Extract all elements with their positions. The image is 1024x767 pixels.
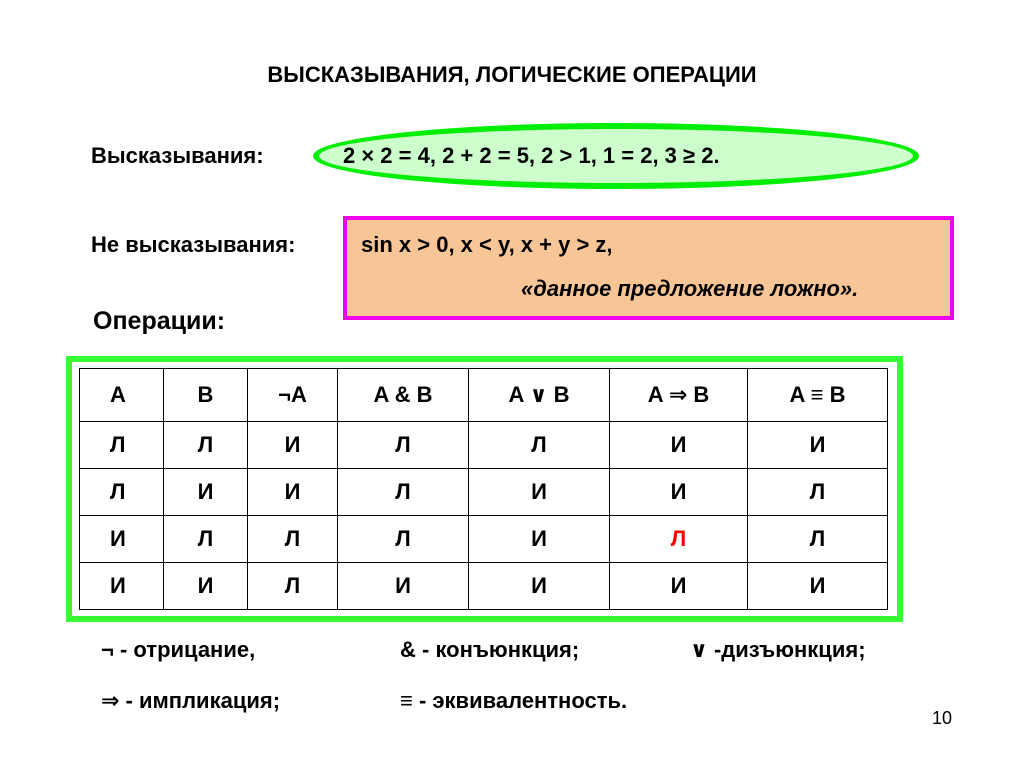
table-row: [80, 516, 888, 563]
table-cell: И: [248, 422, 338, 469]
truth-table: [79, 368, 888, 610]
statements-label: Высказывания:: [91, 143, 264, 168]
table-cell: И: [164, 563, 248, 610]
table-cell: Л: [469, 422, 610, 469]
table-header-row: [80, 369, 888, 422]
table-header-cell: ¬A: [248, 369, 338, 422]
table-cell: И: [248, 469, 338, 516]
table-cell: И: [469, 516, 610, 563]
table-cell: Л: [248, 516, 338, 563]
table-cell: Л: [338, 422, 469, 469]
legend-implication: ⇒ - импликация;: [101, 688, 281, 713]
table-cell: И: [164, 469, 248, 516]
table-cell: И: [469, 469, 610, 516]
table-cell: Л: [338, 516, 469, 563]
table-cell: Л: [164, 516, 248, 563]
table-cell: И: [748, 422, 888, 469]
non-statements-line1: sin x > 0, x < y, x + y > z,: [361, 232, 613, 257]
table-header-cell: A ⇒ B: [610, 369, 748, 422]
table-cell: И: [80, 516, 164, 563]
table-cell: Л: [748, 516, 888, 563]
table-cell: Л: [610, 516, 748, 563]
table-cell: И: [610, 422, 748, 469]
legend-negation: ¬ - отрицание,: [101, 637, 256, 662]
non-statements-label: Не высказывания:: [91, 232, 296, 257]
operations-heading: Операции:: [93, 307, 226, 335]
table-header-cell: A & B: [338, 369, 469, 422]
table-cell: И: [610, 469, 748, 516]
table-cell: Л: [80, 422, 164, 469]
table-header-cell: A ≡ B: [748, 369, 888, 422]
table-header-cell: A: [80, 369, 164, 422]
table-cell: Л: [748, 469, 888, 516]
table-cell: И: [80, 563, 164, 610]
table-header-cell: B: [164, 369, 248, 422]
table-row: [80, 469, 888, 516]
table-row: [80, 422, 888, 469]
table-cell: И: [748, 563, 888, 610]
legend-conjunction: & - конъюнкция;: [400, 637, 580, 662]
page-title: ВЫСКАЗЫВАНИЯ, ЛОГИЧЕСКИЕ ОПЕРАЦИИ: [267, 62, 757, 87]
table-row: [80, 563, 888, 610]
table-cell: Л: [248, 563, 338, 610]
table-cell: И: [338, 563, 469, 610]
table-cell: Л: [164, 422, 248, 469]
table-header-cell: A ∨ B: [469, 369, 610, 422]
table-cell: И: [610, 563, 748, 610]
non-statements-line2: «данное предложение ложно».: [521, 276, 859, 301]
legend-equivalence: ≡ - эквивалентность.: [400, 688, 628, 713]
table-cell: Л: [338, 469, 469, 516]
table-cell: И: [469, 563, 610, 610]
legend-disjunction: ∨ -дизъюнкция;: [690, 637, 866, 662]
table-cell: Л: [80, 469, 164, 516]
page-number: 10: [932, 708, 953, 728]
statements-value: 2 × 2 = 4, 2 + 2 = 5, 2 > 1, 1 = 2, 3 ≥ 2.: [343, 143, 720, 168]
